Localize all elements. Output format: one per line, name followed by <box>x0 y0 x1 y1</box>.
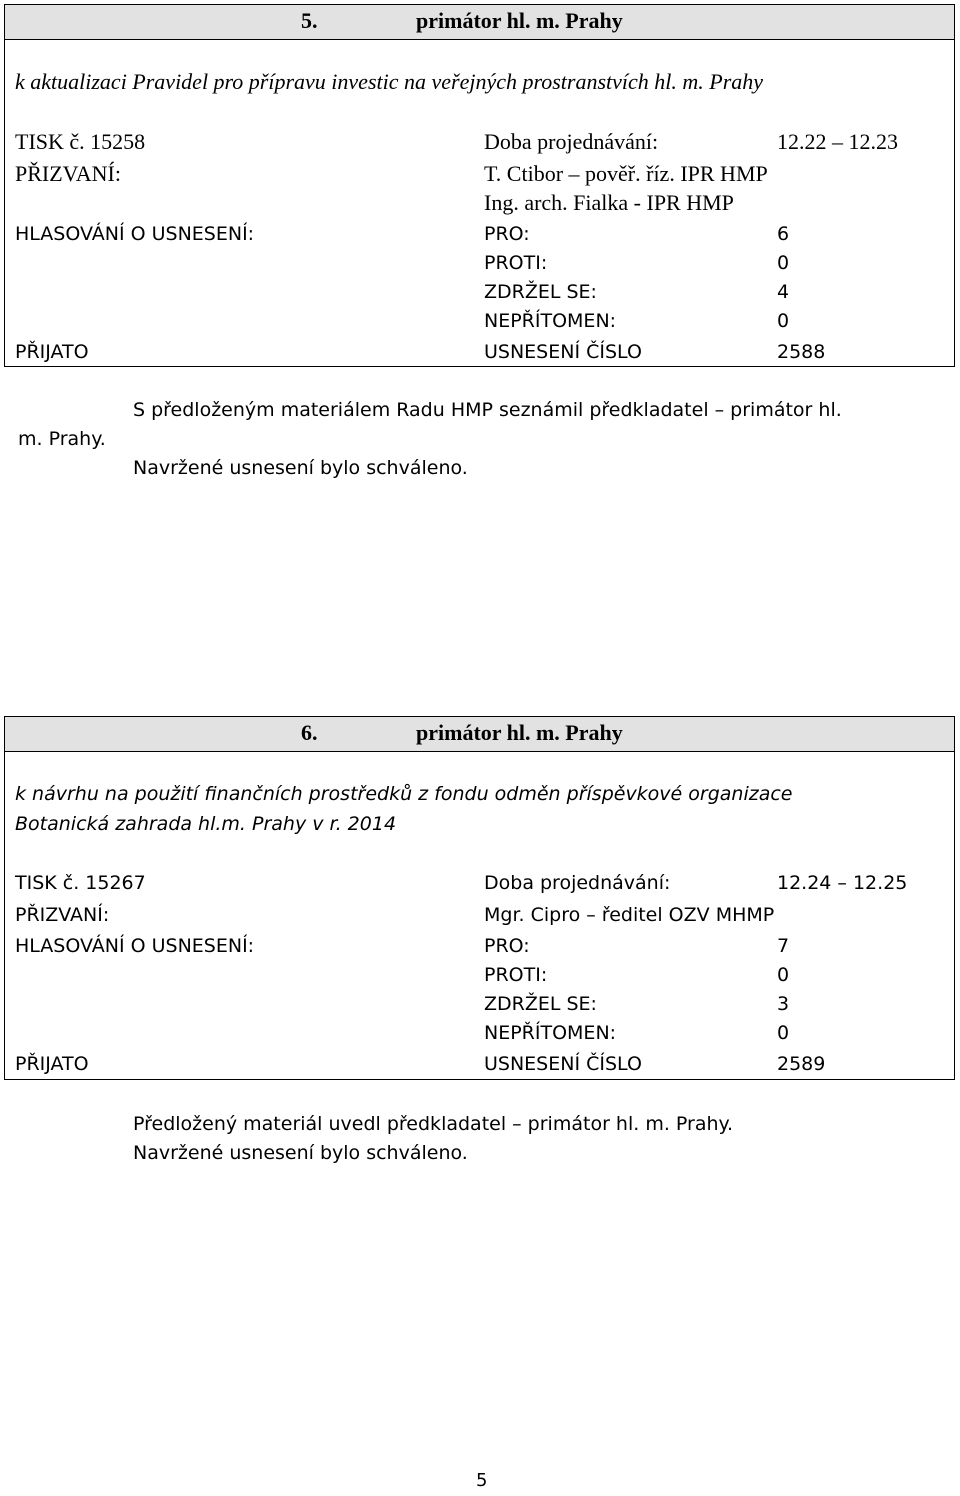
agenda-item-box <box>4 4 955 367</box>
pro-value: 6 <box>777 223 790 245</box>
item-subject-line-1: k návrhu na použití finančních prostředků z fondu odměn příspěvkové organizace <box>15 783 793 805</box>
proti-label: PROTI: <box>484 252 548 274</box>
nepritomen-label: NEPŘÍTOMEN: <box>484 1022 617 1044</box>
doba-value: 12.24 – 12.25 <box>777 872 908 894</box>
proti-value: 0 <box>777 964 790 986</box>
doba-label: Doba projednávání: <box>484 872 671 894</box>
pro-label: PRO: <box>484 935 530 957</box>
item-subject-line-2: Botanická zahrada hl.m. Prahy v r. 2014 <box>15 813 397 835</box>
item-submitter: primátor hl. m. Prahy <box>416 8 623 33</box>
nepritomen-value: 0 <box>777 310 790 332</box>
prizvani-person-1: Mgr. Cipro – ředitel OZV MHMP <box>484 904 775 926</box>
item-5-note-line-2: m. Prahy. <box>18 428 106 450</box>
prizvani-person-1: T. Ctibor – pověř. říz. IPR HMP <box>484 161 768 186</box>
nepritomen-value: 0 <box>777 1022 790 1044</box>
result-label: PŘIJATO <box>15 1053 89 1075</box>
agenda-item-box <box>4 716 955 1080</box>
usneseni-value: 2588 <box>777 341 826 363</box>
proti-value: 0 <box>777 252 790 274</box>
prizvani-label: PŘIZVANÍ: <box>15 904 110 926</box>
item-number: 5. <box>301 8 318 33</box>
usneseni-label: USNESENÍ ČÍSLO <box>484 341 642 363</box>
agenda-item-header <box>5 717 954 752</box>
hlasovani-label: HLASOVÁNÍ O USNESENÍ: <box>15 935 255 957</box>
item-6-note-line-2: Navržené usnesení bylo schváleno. <box>133 1142 468 1164</box>
item-submitter: primátor hl. m. Prahy <box>416 720 623 745</box>
agenda-item-6 <box>4 716 955 1080</box>
pro-label: PRO: <box>484 223 530 245</box>
page-number: 5 <box>476 1470 488 1491</box>
item-6-note-line-1: Předložený materiál uvedl předkladatel – primátor hl. m. Prahy. <box>133 1113 734 1135</box>
zdrzel-value: 3 <box>777 993 790 1015</box>
result-label: PŘIJATO <box>15 341 89 363</box>
hlasovani-label: HLASOVÁNÍ O USNESENÍ: <box>15 223 255 245</box>
agenda-item-header <box>5 5 954 40</box>
tisk-label: TISK č. 15267 <box>15 872 146 894</box>
zdrzel-label: ZDRŽEL SE: <box>484 281 597 303</box>
agenda-item-5 <box>4 4 955 367</box>
proti-label: PROTI: <box>484 964 548 986</box>
zdrzel-value: 4 <box>777 281 790 303</box>
item-number: 6. <box>301 720 318 745</box>
tisk-label: TISK č. 15258 <box>15 129 146 154</box>
doba-value: 12.22 – 12.23 <box>777 129 898 154</box>
pro-value: 7 <box>777 935 790 957</box>
usneseni-label: USNESENÍ ČÍSLO <box>484 1053 642 1075</box>
zdrzel-label: ZDRŽEL SE: <box>484 993 597 1015</box>
prizvani-label: PŘIZVANÍ: <box>15 161 121 186</box>
item-5-note-line-3: Navržené usnesení bylo schváleno. <box>133 457 468 479</box>
doba-label: Doba projednávání: <box>484 129 659 154</box>
item-subject: k aktualizaci Pravidel pro přípravu investic na veřejných prostranstvích hl. m. Prahy <box>15 69 764 94</box>
nepritomen-label: NEPŘÍTOMEN: <box>484 310 617 332</box>
usneseni-value: 2589 <box>777 1053 826 1075</box>
item-5-note-line-1: S předloženým materiálem Radu HMP seznámil předkladatel – primátor hl. <box>133 399 842 421</box>
prizvani-person-2: Ing. arch. Fialka - IPR HMP <box>484 190 734 215</box>
